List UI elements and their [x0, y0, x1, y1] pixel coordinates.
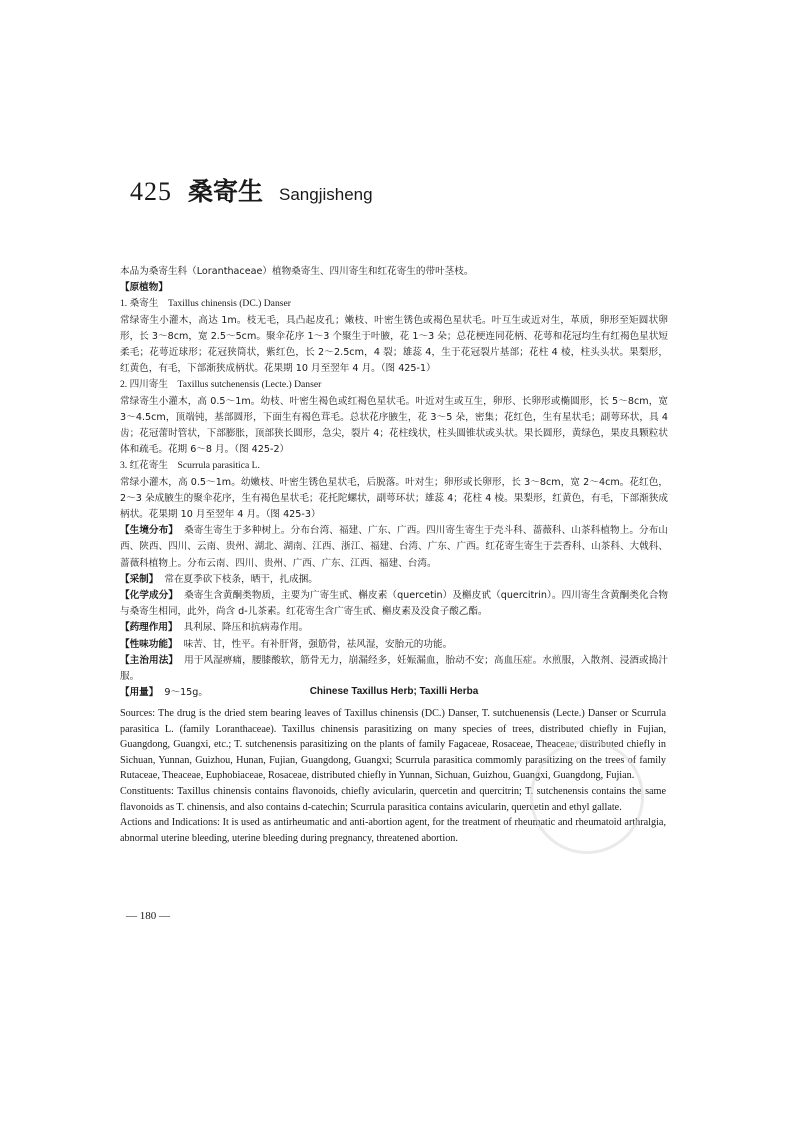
section-text: 用于风湿痹痛，腰膝酸软，筋骨无力，崩漏经多，妊娠漏血，胎动不安；高血压症。水煎服，入散剂、浸酒或捣汁服。: [120, 654, 669, 683]
section-text: 味苦、甘，性平。有补肝肾，强筋骨，祛风湿，安胎元的功能。: [183, 638, 453, 650]
section-usage: [120, 653, 668, 685]
species-desc-3: 常绿小灌木，高 0.5～1m。幼嫩枝、叶密生锈色星状毛，后脱落。叶对生；卵形或长卵形，长 3～8cm，宽 2～4cm。花红色，2～3 朵成腋生的聚伞花序，生有褐色星状毛；花托陀螺状，副萼环状；雄蕊 4；花柱 4 棱。果梨形，红黄色，有毛，下部渐狭成柄状。花果期 10 月至翌年 4 月。（图 425-3）: [120, 476, 668, 521]
section-habitat: [120, 523, 668, 572]
section-heading: 【采制】: [120, 573, 159, 585]
species-desc-1: 常绿寄生小灌木，高达 1m。枝无毛，具凸起皮孔；嫩枝、叶密生锈色或褐色星状毛。叶互生或近对生，革质，卵形至矩圆状卵形，长 3～8cm，宽 2.5～5cm。聚伞花序 1～3 个聚生于叶腋，花 1～3 朵；总花梗连同花柄、花萼和花冠均生有红褐色星状短柔毛；花萼近球形；花冠狭筒状，紫红色，长 2～2.5cm，4 裂；雄蕊 4，生于花冠裂片基部；花柱 4 棱，柱头头状。果梨形，红黄色，有毛，下部渐狭成柄状。花果期 10 月至翌年 4 月。（图 425-1）: [120, 314, 668, 375]
english-sources: Sources: The drug is the dried stem bearing leaves of Taxillus chinensis (DC.) Danser, T. sutchuenensis (Lecte.) Danser or Scurrula parasitica L. (family Loranthaceae). Taxillus chinensis parasitizing on many species of trees, distributed chiefly in Fujian, Guangdong, Guangxi, etc.; T. sutchenensis parasitizing on the plants of family Fagaceae, Rosaceae, Theaceae, distributed chiefly in Sichuan, Yunnan, Guizhou, Hunan, Fujian, Guangdong, Guangxi; Scurrula parasitica commomly parasitizing on the trees of family Rutaceae, Theaceae, Euphobiaceae, Rosaceae, distributed chiefly in Yunnan, Sichuan, Guizhou, Guangxi, Guangdong, Fujian.: [120, 708, 666, 782]
species-name-2: 2. 四川寄生 Taxillus sutchenensis (Lecte.) Danser: [120, 379, 322, 391]
section-pharmacology: [120, 620, 668, 636]
section-harvest: [120, 572, 668, 588]
section-properties: [120, 637, 668, 653]
english-title: Chinese Taxillus Herb; Taxilli Herba: [309, 686, 479, 697]
section-heading: 【生境分布】: [120, 525, 179, 537]
section-text: 9～15g。: [164, 687, 208, 699]
section-heading: 【化学成分】: [120, 590, 179, 602]
section-heading-origin: 【原植物】: [120, 282, 168, 294]
section-text: 桑寄生寄生于多种树上。分布台湾、福建、广东、广西。四川寄生寄生于壳斗科、蔷薇科、山茶科植物上。分布山西、陕西、四川、云南、贵州、湖北、湖南、江西、浙江、福建、台湾、广东、广西。红花寄生寄生于芸香科、山茶科、大戟科、蔷薇科植物上。分布云南、四川、贵州、广西、广东、江西、福建、台湾。: [120, 525, 669, 569]
chinese-body: [120, 264, 668, 701]
page-number: — 180 —: [126, 910, 170, 922]
section-heading: 【药理作用】: [120, 622, 178, 634]
section-heading: 【性味功能】: [120, 638, 178, 650]
section-text: 具利尿、降压和抗病毒作用。: [183, 622, 309, 634]
entry-name-chinese: 桑寄生: [188, 177, 264, 206]
section-text: 桑寄生含黄酮类物质，主要为广寄生甙、槲皮素（quercetin）及槲皮甙（quercitrin）。四川寄生含黄酮类化合物与桑寄生相同，此外，尚含 d-儿茶素。红花寄生含广寄生甙、槲皮素及没食子酸乙酯。: [120, 590, 669, 618]
species-name-3: 3. 红花寄生 Scurrula parasitica L.: [120, 460, 260, 472]
section-chemistry: [120, 588, 668, 620]
section-heading: 【主治用法】: [120, 654, 179, 666]
english-constituents: Constituents: Taxillus chinensis contains flavonoids, chiefly avicularin, quercetin and quercitrin; T. sutchenensis contains the same flavonoids as T. chinensis, and also contains d-catechin; Scurrula parasitica contains avicularin, quercetin and ethyl gallate.: [120, 785, 666, 813]
entry-title: [130, 172, 373, 208]
species-name-1: 1. 桑寄生 Taxillus chinensis (DC.) Danser: [120, 298, 291, 310]
species-desc-2: 常绿寄生小灌木，高 0.5～1m。幼枝、叶密生褐色或红褐色星状毛。叶近对生或互生，卵形、长卵形或椭圆形，长 5～8cm，宽 3～4.5cm，顶端钝，基部圆形，下面生有褐色茸毛。总状花序腋生，花 3～5 朵，密集；花红色，生有星状毛；副萼环状，具 4 齿；花冠蕾时管状，下部膨胀，顶部狭长圆形，急尖，裂片 4；花柱线状，柱头圆锥状或头状。果长圆形，黄绿色，果皮具颗粒状体和疏毛。花期 6～8 月。（图 425-2）: [120, 395, 668, 456]
english-actions: Actions and Indications: It is used as antirheumatic and anti-abortion agent, for the treatment of rheumatic and rheumatoid arthralgia, abnormal uterine bleeding, uterine bleeding during pregnancy, threatened abortion.: [120, 817, 666, 844]
intro-paragraph: 本品为桑寄生科（Loranthaceae）植物桑寄生、四川寄生和红花寄生的带叶茎枝。: [120, 266, 474, 277]
section-text: 常在夏季砍下枝条，晒干，扎成捆。: [164, 573, 318, 585]
library-stamp-watermark: [530, 740, 644, 854]
entry-number: 425: [130, 177, 172, 206]
section-heading: 【用量】: [120, 687, 159, 699]
entry-name-pinyin: Sangjisheng: [279, 185, 373, 204]
